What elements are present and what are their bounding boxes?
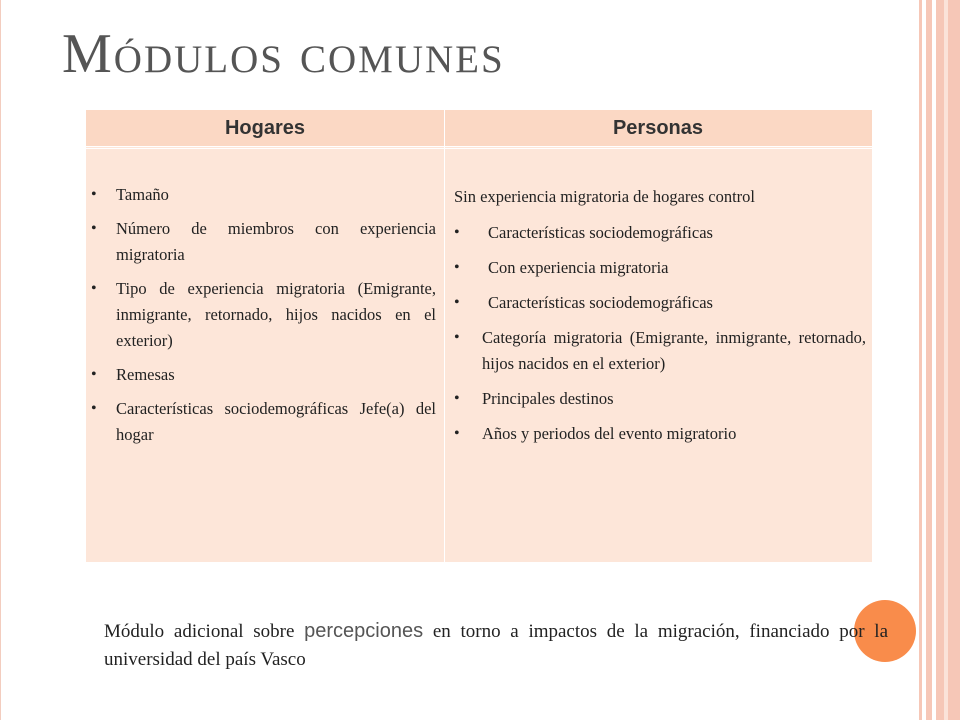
footer-text-end: en torno a impactos de la migración, financiado por la universidad del país Vasco — [104, 621, 888, 670]
list-item: • Características sociodemográficas — [452, 290, 866, 316]
list-item: • Características sociodemográficas Jefe(a) del hogar — [86, 396, 436, 448]
row-divider — [86, 148, 872, 149]
list-item: • Categoría migratoria (Emigrante, inmigrante, retornado, hijos nacidos en el exterior) — [452, 325, 866, 377]
hogares-column — [86, 182, 436, 456]
list-item: • Con experiencia migratoria — [452, 255, 866, 281]
personas-list — [452, 220, 866, 447]
list-item: • Remesas — [86, 362, 436, 388]
list-item: • Años y periodos del evento migratorio — [452, 421, 866, 447]
decor-stripe — [936, 0, 944, 720]
column-divider — [444, 110, 445, 562]
slide-title: Módulos comunes — [62, 23, 505, 85]
list-item: • Principales destinos — [452, 386, 866, 412]
header-hogares: Hogares — [224, 117, 306, 139]
list-item: • Número de miembros con experiencia migratoria — [86, 216, 436, 268]
list-item: • Tipo de experiencia migratoria (Emigrante, inmigrante, retornado, hijos nacidos en el exterior) — [86, 276, 436, 354]
decor-stripe — [926, 0, 932, 720]
table-header — [86, 110, 872, 147]
decor-stripe — [919, 0, 922, 720]
decor-stripe — [948, 0, 960, 720]
list-item: • Características sociodemográficas — [452, 220, 866, 246]
modules-table — [86, 110, 872, 562]
footer-note — [104, 617, 888, 674]
hogares-list — [86, 182, 436, 448]
left-edge-line — [0, 0, 1, 720]
personas-column — [452, 184, 866, 456]
footer-emphasis: percepciones — [304, 620, 424, 642]
header-personas: Personas — [612, 117, 704, 139]
footer-text-start: Módulo adicional sobre — [104, 621, 305, 642]
list-item: • Tamaño — [86, 182, 436, 208]
personas-intro: Sin experiencia migratoria de hogares control — [454, 187, 756, 206]
